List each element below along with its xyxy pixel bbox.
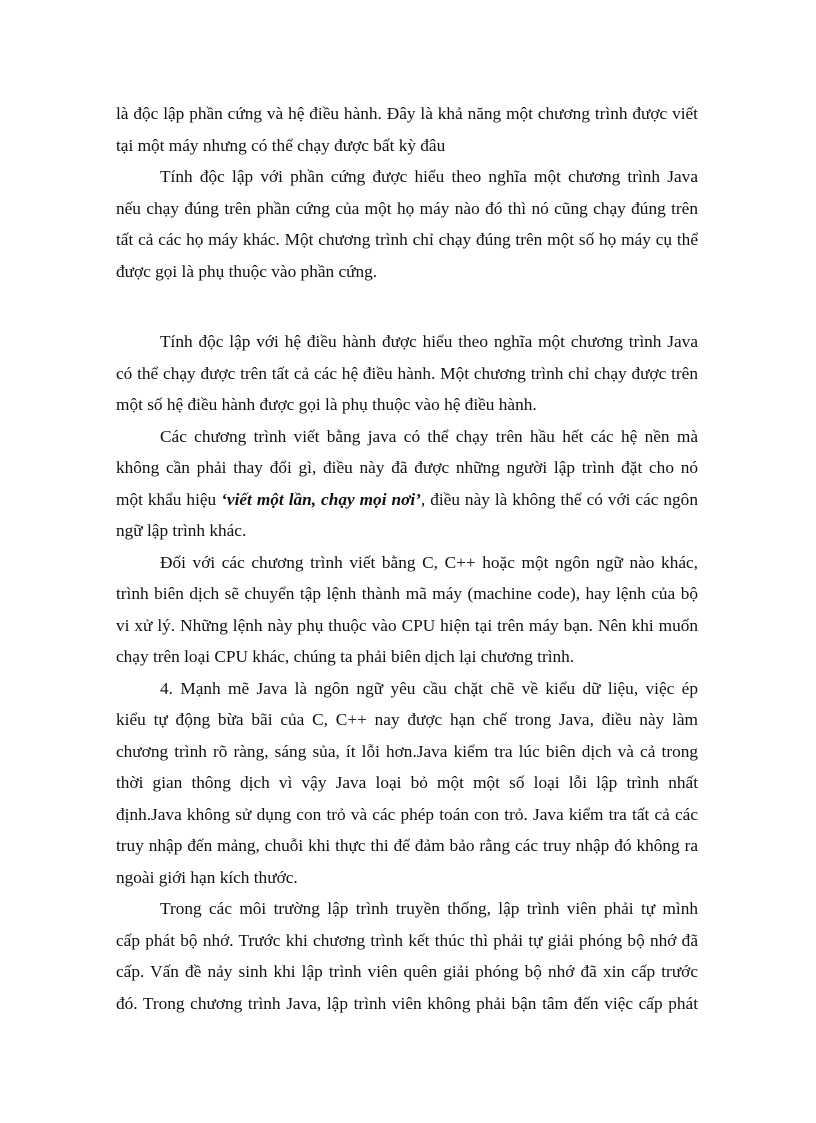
- paragraph-gap: [116, 287, 698, 326]
- text-line: cấp phát bộ nhớ. Trước khi chương trình kết thúc thì phải tự giải phóng bộ nhớ đã: [116, 930, 698, 950]
- text-line: là độc lập phần cứng và hệ điều hành. Đây là khả năng một chương trình được viết: [116, 104, 698, 123]
- paragraph-hardware-start: Tính độc lập với phần cứng được hiểu theo nghĩa một chương trình Java: [160, 167, 698, 186]
- text-line: thời gian thông dịch vì vậy Java loại bỏ một một số loại lỗi lập trình nhất: [116, 773, 698, 792]
- text-line: được gọi là phụ thuộc vào phần cứng.: [116, 261, 378, 281]
- slogan-text: ‘viết một lần, chạy mọi nơi’: [221, 489, 421, 509]
- text-line: vi xử lý. Những lệnh này phụ thuộc vào CPU hiện tại trên máy bạn. Nên khi muốn: [116, 615, 698, 635]
- text-line: ngoài giới hạn kích thước.: [116, 867, 298, 887]
- text-line: cấp. Vấn đề nảy sinh khi lập trình viên quên giải phóng bộ nhớ đã xin cấp trước: [116, 962, 698, 981]
- text-line: truy nhập đến mảng, chuỗi khi thực thi để đảm bảo rằng các truy nhập đó không ra: [116, 836, 698, 855]
- document-body: [116, 98, 698, 1019]
- paragraph-compiled-start: Đối với các chương trình viết bằng C, C++ hoặc một ngôn ngữ nào khác,: [160, 552, 698, 572]
- text-line: tất cả các họ máy khác. Một chương trình chỉ chạy đúng trên một số họ máy cụ thể: [116, 230, 698, 249]
- text-run: , điều này là không thể có với các ngôn: [420, 489, 698, 509]
- text-line: trình biên dịch sẽ chuyển tập lệnh thành mã máy (machine code), hay lệnh của bộ: [116, 584, 698, 603]
- text-line: tại một máy nhưng có thể chạy được bất kỳ đâu: [116, 135, 446, 155]
- text-line: ngữ lập trình khác.: [116, 521, 247, 540]
- text-line: đó. Trong chương trình Java, lập trình viên không phải bận tâm đến việc cấp phát: [116, 993, 698, 1013]
- paragraph-robust-start: 4. Mạnh mẽ Java là ngôn ngữ yêu cầu chặt chẽ về kiểu dữ liệu, việc ép: [160, 678, 698, 698]
- text-run: một khẩu hiệu: [116, 489, 222, 509]
- text-line: kiểu tự động bừa bãi của C, C++ nay được hạn chế trong Java, điều này làm: [116, 710, 698, 729]
- text-line-slogan: [116, 484, 698, 516]
- text-line: định.Java không sử dụng con trỏ và các phép toán con trỏ. Java kiểm tra tất cả các: [116, 804, 698, 824]
- paragraph-memory-start: Trong các môi trường lập trình truyền thống, lập trình viên phải tự mình: [160, 899, 698, 918]
- text-line: có thể chạy được trên tất cả các hệ điều hành. Một chương trình chỉ chạy được trên: [116, 363, 698, 383]
- text-line: không cần phải thay đổi gì, điều này đã được những người lập trình đặt cho nó: [116, 458, 698, 477]
- text-line: nếu chạy đúng trên phần cứng của một họ máy nào đó thì nó cũng chạy đúng trên: [116, 198, 698, 218]
- text-line: chạy trên loại CPU khác, chúng ta phải biên dịch lại chương trình.: [116, 647, 575, 666]
- paragraph-platforms-start: Các chương trình viết bằng java có thể chạy trên hầu hết các hệ nền mà: [160, 426, 698, 446]
- text-line: một số hệ điều hành được gọi là phụ thuộc vào hệ điều hành.: [116, 395, 537, 414]
- text-line: chương trình rõ ràng, sáng sủa, ít lỗi hơn.Java kiểm tra lúc biên dịch và cả trong: [116, 741, 698, 761]
- paragraph-os-start: Tính độc lập với hệ điều hành được hiểu theo nghĩa một chương trình Java: [160, 332, 698, 351]
